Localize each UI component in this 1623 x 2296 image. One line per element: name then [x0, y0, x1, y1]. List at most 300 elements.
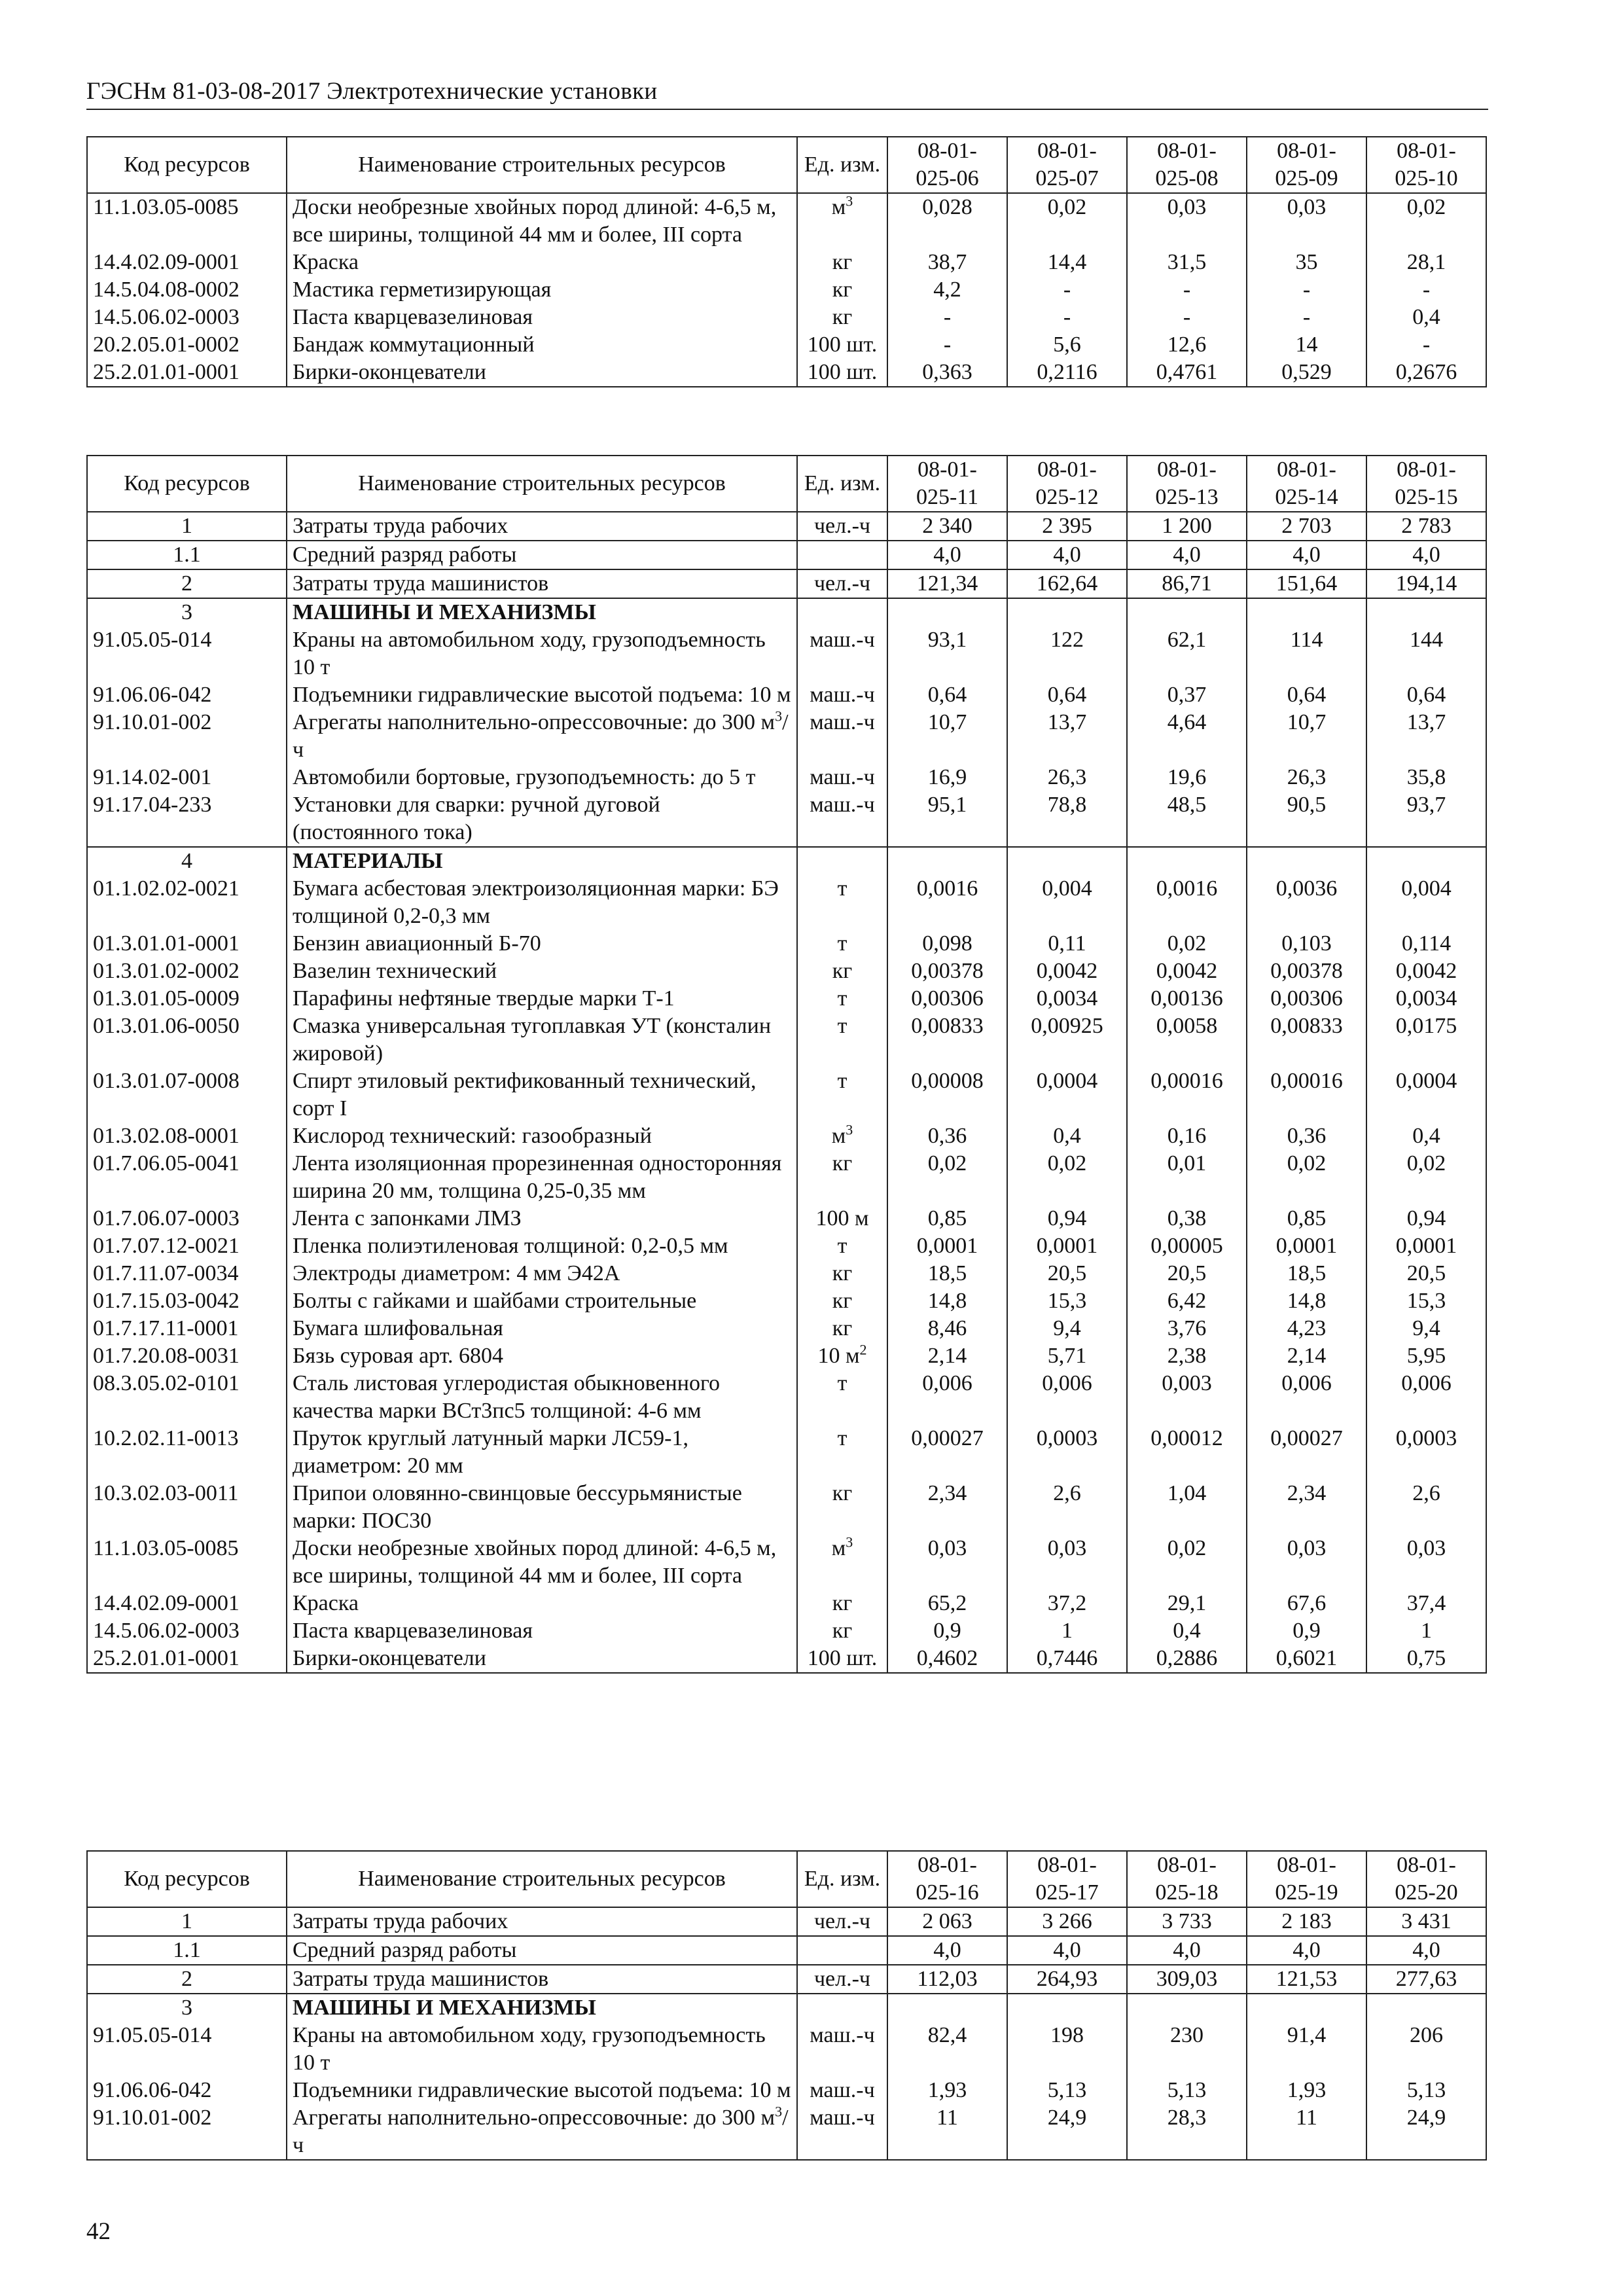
cell-name: Затраты труда машинистов: [287, 569, 797, 598]
cell-unit: $м^3$: [797, 1122, 887, 1150]
cell-value: 0,03: [1247, 193, 1366, 249]
cell-value: -: [1247, 304, 1366, 331]
table-row: [87, 1425, 1486, 1480]
cell-value: [1366, 598, 1486, 626]
cell-code: 91.10.01-002: [87, 709, 287, 764]
cell-value: [887, 1994, 1007, 2022]
cell-value: 78,8: [1007, 791, 1127, 847]
cell-value: -: [1127, 276, 1247, 304]
cell-value: 28,3: [1127, 2104, 1247, 2160]
cell-unit: кг: [797, 1287, 887, 1315]
cell-value: 0,529: [1247, 359, 1366, 387]
cell-value: 114: [1247, 626, 1366, 681]
cell-value: 1,04: [1127, 1480, 1247, 1535]
cell-value: 9,4: [1007, 1315, 1127, 1342]
cell-code: 14.5.06.02-0003: [87, 1617, 287, 1645]
cell-code: 1: [87, 512, 287, 541]
cell-code: 01.3.01.06-0050: [87, 1013, 287, 1067]
cell-value: 0,02: [1127, 1535, 1247, 1590]
table-row: [87, 331, 1486, 359]
table-row: [87, 626, 1486, 681]
header-norm-column: 08-01- 025-17: [1007, 1851, 1127, 1907]
cell-value: 0,9: [887, 1617, 1007, 1645]
cell-value: 4,0: [887, 1936, 1007, 1965]
header-norm-column: 08-01- 025-18: [1127, 1851, 1247, 1907]
cell-unit: маш.-ч: [797, 791, 887, 847]
cell-code: 91.05.05-014: [87, 626, 287, 681]
cell-value: 1: [1366, 1617, 1486, 1645]
cell-value: -: [1007, 276, 1127, 304]
header-code: Код ресурсов: [87, 456, 287, 512]
cell-name: Средний разряд работы: [287, 1936, 797, 1965]
cell-unit: [797, 1994, 887, 2022]
cell-value: 2 395: [1007, 512, 1127, 541]
cell-unit: 100 шт.: [797, 359, 887, 387]
cell-code: 01.7.06.05-0041: [87, 1150, 287, 1205]
cell-value: 0,0058: [1127, 1013, 1247, 1067]
header-norm-column: 08-01- 025-14: [1247, 456, 1366, 512]
cell-code: 4: [87, 847, 287, 875]
cell-value: 0,03: [1127, 193, 1247, 249]
cell-unit: кг: [797, 249, 887, 276]
header-norm-column: 08-01- 025-11: [887, 456, 1007, 512]
cell-value: 24,9: [1366, 2104, 1486, 2160]
table-row: [87, 1067, 1486, 1122]
cell-value: -: [1366, 331, 1486, 359]
cell-unit: [797, 1936, 887, 1965]
cell-value: 28,1: [1366, 249, 1486, 276]
cell-value: 14,4: [1007, 249, 1127, 276]
table-row: [87, 1535, 1486, 1590]
cell-value: 15,3: [1366, 1287, 1486, 1315]
cell-value: 0,00925: [1007, 1013, 1127, 1067]
cell-value: 2,34: [887, 1480, 1007, 1535]
table-row: [87, 847, 1486, 875]
cell-value: 8,46: [887, 1315, 1007, 1342]
cell-value: [1247, 1994, 1366, 2022]
cell-value: 0,64: [1007, 681, 1127, 709]
cell-value: 0,03: [1007, 1535, 1127, 1590]
cell-value: 0,6021: [1247, 1645, 1366, 1673]
cell-value: 2 183: [1247, 1907, 1366, 1936]
cell-value: 198: [1007, 2022, 1127, 2077]
cell-value: 2 340: [887, 512, 1007, 541]
table-row: [87, 1232, 1486, 1260]
cell-name: МАШИНЫ И МЕХАНИЗМЫ: [287, 598, 797, 626]
table-row: [87, 1994, 1486, 2022]
table-row: [87, 1936, 1486, 1965]
table-row: [87, 764, 1486, 791]
header-norm-column: 08-01- 025-06: [887, 137, 1007, 193]
table-row: [87, 875, 1486, 930]
table-row: [87, 276, 1486, 304]
cell-value: 0,00136: [1127, 985, 1247, 1013]
cell-code: 01.7.17.11-0001: [87, 1315, 287, 1342]
cell-code: 01.3.01.01-0001: [87, 930, 287, 958]
cell-value: 0,85: [887, 1205, 1007, 1232]
table-row: [87, 1645, 1486, 1673]
cell-value: 0,4761: [1127, 359, 1247, 387]
cell-code: 1.1: [87, 541, 287, 569]
cell-code: 25.2.01.01-0001: [87, 359, 287, 387]
cell-unit: 100 шт.: [797, 1645, 887, 1673]
header-norm-column: 08-01- 025-08: [1127, 137, 1247, 193]
cell-value: 29,1: [1127, 1590, 1247, 1617]
cell-value: 5,71: [1007, 1342, 1127, 1370]
cell-value: 0,11: [1007, 930, 1127, 958]
cell-code: 11.1.03.05-0085: [87, 1535, 287, 1590]
table-row: [87, 2022, 1486, 2077]
cell-unit: маш.-ч: [797, 764, 887, 791]
cell-code: 01.7.07.12-0021: [87, 1232, 287, 1260]
cell-value: 19,6: [1127, 764, 1247, 791]
cell-value: 0,0042: [1127, 958, 1247, 985]
cell-name: Бирки-оконцеватели: [287, 359, 797, 387]
cell-code: 14.5.04.08-0002: [87, 276, 287, 304]
cell-value: 0,0001: [887, 1232, 1007, 1260]
cell-value: 0,006: [1007, 1370, 1127, 1425]
cell-value: 0,03: [1366, 1535, 1486, 1590]
cell-code: 01.7.15.03-0042: [87, 1287, 287, 1315]
cell-unit: кг: [797, 1617, 887, 1645]
cell-value: 15,3: [1007, 1287, 1127, 1315]
cell-name: Доски необрезные хвойных пород длиной: 4-6,5 м, все ширины, толщиной 44 мм и более, III сорта: [287, 193, 797, 249]
cell-value: 0,64: [1247, 681, 1366, 709]
cell-value: 2,6: [1007, 1480, 1127, 1535]
cell-name: Бумага шлифовальная: [287, 1315, 797, 1342]
cell-value: 0,003: [1127, 1370, 1247, 1425]
cell-value: 0,00012: [1127, 1425, 1247, 1480]
cell-name: Смазка универсальная тугоплавкая УТ (консталин жировой): [287, 1013, 797, 1067]
table-row: [87, 930, 1486, 958]
cell-value: 2,34: [1247, 1480, 1366, 1535]
cell-value: 10,7: [1247, 709, 1366, 764]
cell-code: 01.7.20.08-0031: [87, 1342, 287, 1370]
cell-name: Затраты труда машинистов: [287, 1965, 797, 1994]
cell-code: 14.4.02.09-0001: [87, 1590, 287, 1617]
cell-value: 4,0: [1366, 1936, 1486, 1965]
cell-code: 91.06.06-042: [87, 681, 287, 709]
cell-value: 0,0004: [1366, 1067, 1486, 1122]
cell-value: [1366, 1994, 1486, 2022]
cell-value: 5,13: [1127, 2077, 1247, 2104]
cell-value: 0,0016: [887, 875, 1007, 930]
cell-code: 10.2.02.11-0013: [87, 1425, 287, 1480]
cell-value: 0,0042: [1366, 958, 1486, 985]
cell-value: 0,0036: [1247, 875, 1366, 930]
cell-code: 20.2.05.01-0002: [87, 331, 287, 359]
cell-value: 4,0: [1127, 1936, 1247, 1965]
cell-unit: т: [797, 1425, 887, 1480]
header-name: Наименование строительных ресурсов: [287, 137, 797, 193]
header-unit: Ед. изм.: [797, 456, 887, 512]
cell-value: 2 783: [1366, 512, 1486, 541]
cell-code: 3: [87, 1994, 287, 2022]
table-row: [87, 359, 1486, 387]
cell-code: 11.1.03.05-0085: [87, 193, 287, 249]
cell-unit: кг: [797, 276, 887, 304]
cell-value: 20,5: [1127, 1260, 1247, 1287]
header-norm-column: 08-01- 025-07: [1007, 137, 1127, 193]
cell-value: 0,4: [1366, 1122, 1486, 1150]
table-row: [87, 1122, 1486, 1150]
table-row: [87, 2104, 1486, 2160]
cell-value: 4,0: [1007, 541, 1127, 569]
header-code: Код ресурсов: [87, 137, 287, 193]
cell-value: 0,03: [1247, 1535, 1366, 1590]
cell-value: 38,7: [887, 249, 1007, 276]
cell-value: 16,9: [887, 764, 1007, 791]
cell-value: 121,34: [887, 569, 1007, 598]
table-row: [87, 681, 1486, 709]
cell-value: 0,02: [1366, 193, 1486, 249]
cell-unit: т: [797, 1232, 887, 1260]
cell-unit: т: [797, 1370, 887, 1425]
cell-name: Бандаж коммутационный: [287, 331, 797, 359]
cell-code: 01.7.11.07-0034: [87, 1260, 287, 1287]
cell-value: 4,23: [1247, 1315, 1366, 1342]
cell-value: -: [1007, 304, 1127, 331]
cell-name: Припои оловянно-свинцовые бессурьмянистые марки: ПОС30: [287, 1480, 797, 1535]
cell-value: 0,00378: [887, 958, 1007, 985]
cell-value: 3 266: [1007, 1907, 1127, 1936]
cell-value: 0,36: [1247, 1122, 1366, 1150]
cell-value: 0,0001: [1247, 1232, 1366, 1260]
cell-value: 0,00306: [1247, 985, 1366, 1013]
cell-unit: 10 $м^2$: [797, 1342, 887, 1370]
cell-name: Установки для сварки: ручной дуговой (постоянного тока): [287, 791, 797, 847]
cell-code: 1: [87, 1907, 287, 1936]
cell-unit: чел.-ч: [797, 569, 887, 598]
page-header: ГЭСНм 81-03-08-2017 Электротехнические установки: [86, 77, 1488, 110]
cell-name: Пруток круглый латунный марки ЛС59-1, диаметром: 20 мм: [287, 1425, 797, 1480]
cell-value: 0,004: [1366, 875, 1486, 930]
cell-value: 4,2: [887, 276, 1007, 304]
cell-value: 4,0: [1247, 541, 1366, 569]
cell-value: 122: [1007, 626, 1127, 681]
cell-name: Спирт этиловый ректификованный технический, сорт I: [287, 1067, 797, 1122]
cell-value: 0,0003: [1007, 1425, 1127, 1480]
cell-value: 5,13: [1007, 2077, 1127, 2104]
table-row: [87, 2077, 1486, 2104]
cell-value: 4,0: [1247, 1936, 1366, 1965]
cell-value: 194,14: [1366, 569, 1486, 598]
cell-name: Паста кварцевазелиновая: [287, 304, 797, 331]
cell-unit: маш.-ч: [797, 709, 887, 764]
cell-value: 277,63: [1366, 1965, 1486, 1994]
cell-value: 14,8: [1247, 1287, 1366, 1315]
cell-unit: 100 м: [797, 1205, 887, 1232]
cell-value: 0,00833: [887, 1013, 1007, 1067]
cell-value: 2 063: [887, 1907, 1007, 1936]
cell-value: [887, 847, 1007, 875]
cell-value: 5,6: [1007, 331, 1127, 359]
cell-unit: кг: [797, 1480, 887, 1535]
cell-code: 14.4.02.09-0001: [87, 249, 287, 276]
cell-value: 0,2116: [1007, 359, 1127, 387]
cell-name: Подъемники гидравлические высотой подъема: 10 м: [287, 2077, 797, 2104]
table-row: [87, 1260, 1486, 1287]
table-row: [87, 1342, 1486, 1370]
cell-name: МАТЕРИАЛЫ: [287, 847, 797, 875]
cell-value: 3 733: [1127, 1907, 1247, 1936]
cell-name: Бирки-оконцеватели: [287, 1645, 797, 1673]
table-header-row: [87, 137, 1486, 193]
cell-value: -: [1127, 304, 1247, 331]
cell-name: Доски необрезные хвойных пород длиной: 4-6,5 м, все ширины, толщиной 44 мм и более, III сорта: [287, 1535, 797, 1590]
cell-value: 37,4: [1366, 1590, 1486, 1617]
cell-code: 2: [87, 569, 287, 598]
cell-unit: $м^3$: [797, 1535, 887, 1590]
cell-name: МАШИНЫ И МЕХАНИЗМЫ: [287, 1994, 797, 2022]
cell-value: 0,00005: [1127, 1232, 1247, 1260]
table-row: [87, 1370, 1486, 1425]
header-norm-column: 08-01- 025-20: [1366, 1851, 1486, 1907]
table-row: [87, 193, 1486, 249]
cell-value: 26,3: [1247, 764, 1366, 791]
cell-value: 0,0034: [1007, 985, 1127, 1013]
cell-value: 0,004: [1007, 875, 1127, 930]
cell-name: Электроды диаметром: 4 мм Э42А: [287, 1260, 797, 1287]
table-row: [87, 304, 1486, 331]
cell-value: 0,02: [1366, 1150, 1486, 1205]
cell-value: 144: [1366, 626, 1486, 681]
cell-value: 35: [1247, 249, 1366, 276]
cell-name: Вазелин технический: [287, 958, 797, 985]
cell-value: -: [887, 304, 1007, 331]
table-row: [87, 1013, 1486, 1067]
cell-name: Подъемники гидравлические высотой подъема: 10 м: [287, 681, 797, 709]
cell-unit: маш.-ч: [797, 2022, 887, 2077]
cell-name: Затраты труда рабочих: [287, 512, 797, 541]
cell-code: 01.3.01.02-0002: [87, 958, 287, 985]
cell-code: 91.17.04-233: [87, 791, 287, 847]
cell-code: 3: [87, 598, 287, 626]
cell-code: 25.2.01.01-0001: [87, 1645, 287, 1673]
table-row: [87, 1965, 1486, 1994]
cell-value: 206: [1366, 2022, 1486, 2077]
cell-value: 67,6: [1247, 1590, 1366, 1617]
cell-value: 0,00027: [887, 1425, 1007, 1480]
cell-name: Автомобили бортовые, грузоподъемность: до 5 т: [287, 764, 797, 791]
cell-value: 0,0003: [1366, 1425, 1486, 1480]
cell-value: 0,2676: [1366, 359, 1486, 387]
cell-name: Агрегаты наполнительно-опрессовочные: до 300 $м^3/ч$: [287, 2104, 797, 2160]
cell-value: 24,9: [1007, 2104, 1127, 2160]
cell-value: 0,02: [1247, 1150, 1366, 1205]
cell-value: 1,93: [887, 2077, 1007, 2104]
cell-value: 0,0034: [1366, 985, 1486, 1013]
cell-value: [1127, 598, 1247, 626]
header-name: Наименование строительных ресурсов: [287, 1851, 797, 1907]
cell-value: [887, 598, 1007, 626]
header-norm-column: 08-01- 025-09: [1247, 137, 1366, 193]
cell-value: 0,75: [1366, 1645, 1486, 1673]
cell-code: 1.1: [87, 1936, 287, 1965]
cell-value: 0,94: [1007, 1205, 1127, 1232]
cell-unit: кг: [797, 1590, 887, 1617]
cell-value: 31,5: [1127, 249, 1247, 276]
cell-value: 0,006: [1366, 1370, 1486, 1425]
cell-value: 86,71: [1127, 569, 1247, 598]
cell-code: 10.3.02.03-0011: [87, 1480, 287, 1535]
table-row: [87, 569, 1486, 598]
cell-unit: чел.-ч: [797, 512, 887, 541]
table-row: [87, 1480, 1486, 1535]
cell-value: 0,00027: [1247, 1425, 1366, 1480]
cell-name: Краска: [287, 249, 797, 276]
cell-name: Болты с гайками и шайбами строительные: [287, 1287, 797, 1315]
cell-value: 0,006: [887, 1370, 1007, 1425]
cell-value: 65,2: [887, 1590, 1007, 1617]
cell-value: -: [887, 331, 1007, 359]
cell-value: 26,3: [1007, 764, 1127, 791]
cell-name: Агрегаты наполнительно-опрессовочные: до 300 $м^3/ч$: [287, 709, 797, 764]
cell-value: 35,8: [1366, 764, 1486, 791]
header-name: Наименование строительных ресурсов: [287, 456, 797, 512]
cell-value: 82,4: [887, 2022, 1007, 2077]
cell-value: 0,0004: [1007, 1067, 1127, 1122]
cell-value: 309,03: [1127, 1965, 1247, 1994]
cell-value: 48,5: [1127, 791, 1247, 847]
cell-unit: $м^3$: [797, 193, 887, 249]
cell-name: Бязь суровая арт. 6804: [287, 1342, 797, 1370]
cell-value: 0,114: [1366, 930, 1486, 958]
cell-name: Краны на автомобильном ходу, грузоподъемность 10 т: [287, 626, 797, 681]
cell-code: 2: [87, 1965, 287, 1994]
cell-value: 0,38: [1127, 1205, 1247, 1232]
cell-value: 264,93: [1007, 1965, 1127, 1994]
table-row: [87, 541, 1486, 569]
cell-code: 08.3.05.02-0101: [87, 1370, 287, 1425]
cell-value: 0,00378: [1247, 958, 1366, 985]
table-row: [87, 958, 1486, 985]
cell-value: 0,01: [1127, 1150, 1247, 1205]
cell-name: Бензин авиационный Б-70: [287, 930, 797, 958]
table-row: [87, 985, 1486, 1013]
cell-value: 0,02: [1127, 930, 1247, 958]
cell-value: 20,5: [1007, 1260, 1127, 1287]
cell-value: 121,53: [1247, 1965, 1366, 1994]
cell-value: 0,02: [887, 1150, 1007, 1205]
cell-value: 0,4: [1007, 1122, 1127, 1150]
cell-code: 01.3.01.05-0009: [87, 985, 287, 1013]
cell-value: 0,64: [887, 681, 1007, 709]
cell-value: 151,64: [1247, 569, 1366, 598]
cell-value: 0,0175: [1366, 1013, 1486, 1067]
cell-unit: [797, 847, 887, 875]
table-row: [87, 598, 1486, 626]
cell-value: 0,16: [1127, 1122, 1247, 1150]
resource-table-3: [86, 1850, 1487, 2161]
cell-value: -: [1366, 276, 1486, 304]
cell-value: 2,14: [887, 1342, 1007, 1370]
cell-unit: кг: [797, 304, 887, 331]
cell-value: 4,0: [1007, 1936, 1127, 1965]
cell-unit: чел.-ч: [797, 1965, 887, 1994]
cell-value: 162,64: [1007, 569, 1127, 598]
cell-code: 01.7.06.07-0003: [87, 1205, 287, 1232]
cell-value: 9,4: [1366, 1315, 1486, 1342]
cell-value: 11: [887, 2104, 1007, 2160]
cell-value: 0,103: [1247, 930, 1366, 958]
cell-value: 0,0042: [1007, 958, 1127, 985]
cell-code: 91.14.02-001: [87, 764, 287, 791]
cell-name: Средний разряд работы: [287, 541, 797, 569]
header-norm-column: 08-01- 025-19: [1247, 1851, 1366, 1907]
table-row: [87, 1150, 1486, 1205]
cell-value: 95,1: [887, 791, 1007, 847]
